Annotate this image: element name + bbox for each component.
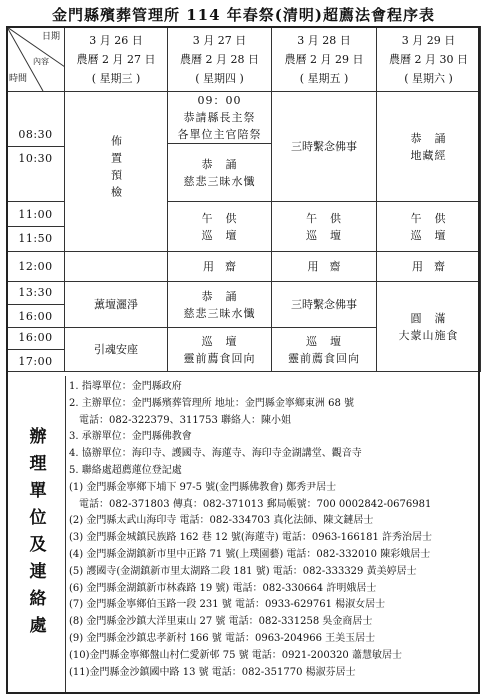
day-header-3: 3 月 28 日 農曆 2 月 29 日 ( 星期五 ) [272, 27, 377, 92]
cell-d2-ceremony: 09：00 恭請縣長主祭 各單位主官陪祭 [168, 92, 272, 144]
time-slot-meal: 12:00 [7, 252, 65, 282]
contact-line: 1. 指導單位：金門縣政府 [69, 381, 182, 392]
corner-content-label: 內容 [33, 57, 49, 66]
cell-d4-afternoon: 圓 滿 大蒙山施食 [377, 282, 481, 372]
cell-d4-offering: 午 供 巡 壇 [377, 202, 481, 252]
page-title: 金門縣殯葬管理所 114 年春祭(清明)超薦法會程序表 [52, 6, 435, 24]
cell-d3-meal: 用 齋 [272, 252, 377, 282]
contact-line: (3) 金門縣金城鎮民族路 162 巷 12 號(海蓮寺) 電話：0963-166181 許秀治居士 [69, 532, 433, 544]
cell-d4-meal: 用 齋 [377, 252, 481, 282]
cell-d3-pm2: 巡 壇 靈前薦食回向 [272, 328, 377, 372]
cell-d3-offering: 午 供 巡 壇 [272, 202, 377, 252]
cell-d1-pm2: 引魂安座 [65, 328, 168, 372]
contact-line: 電話：082-371803 傳真：082-371013 郵局帳號：700 0002842-0676981 [79, 498, 432, 510]
contact-line: (9) 金門縣金沙鎮忠孝新村 166 號 電話：0963-204966 王美玉居士 [69, 632, 376, 644]
contact-line: (1) 金門縣金寧鄉下埔下 97-5 號(金門縣佛教會) 鄭秀尹居士 [69, 481, 337, 493]
cell-d3-pm1: 三時繫念佛事 [272, 282, 377, 328]
day-header-1: 3 月 26 日 農曆 2 月 27 日 ( 星期三 ) [65, 27, 168, 92]
contact-line: (8) 金門縣金沙鎮大洋里東山 27 號 電話：082-331258 吳金商居士 [69, 616, 373, 628]
time-slot-morning: 08:30 10:30 [7, 92, 65, 202]
day-header-2: 3 月 27 日 農曆 2 月 28 日 ( 星期四 ) [168, 27, 272, 92]
cell-d1-pm1: 薰壇灑淨 [65, 282, 168, 328]
outer-border [6, 26, 480, 694]
contact-line: (10)金門縣金寧鄉盤山村仁愛新邨 75 號 電話：0921-200320 蕭慧敏居士 [69, 649, 402, 661]
contact-line: 4. 協辦單位：海印寺、護國寺、海蓮寺、海印寺金湖講堂、觀音寺 [69, 448, 362, 460]
contact-line: (7) 金門縣金寧鄉伯玉路一段 231 號 電話：0933-629761 楊淑女居士 [69, 599, 386, 611]
time-slot-evening: 16:00 17:00 [7, 328, 65, 372]
cell-d2-offering: 午 供 巡 壇 [168, 202, 272, 252]
contact-line: (4) 金門縣金湖鎮新市里中正路 71 號(上璞園藝) 電話：082-332010 陳彩娥居士 [69, 548, 431, 560]
contact-line: 電話：082-322379、311753 聯絡人：陳小姐 [79, 414, 291, 426]
cell-d1-morning: 佈置預檢 [65, 92, 168, 252]
contact-line: (2) 金門縣太武山海印寺 電話：082-334703 真化法師、陳文鏈居士 [69, 515, 374, 527]
contact-line: (6) 金門縣金湖鎮新市林森路 19 號) 電話：082-330664 許明娥居士 [69, 582, 377, 594]
contact-line: 3. 承辦單位：金門縣佛教會 [69, 431, 192, 443]
corner-time-label: 時間 [9, 74, 28, 84]
cell-d2-pm2: 巡 壇 靈前薦食回向 [168, 328, 272, 372]
contact-line: (5) 護國寺(金湖鎮新市里太湖路二段 181 號) 電話：082-333329 黃美婷居士 [69, 565, 417, 577]
day-header-4: 3 月 29 日 農曆 2 月 30 日 ( 星期六 ) [377, 27, 481, 92]
cell-d2-chant-pm: 恭 誦 慈悲三昧水懺 [168, 282, 272, 328]
contact-label: 辦理單位及連絡處 [7, 376, 66, 693]
cell-d3-morning: 三時繫念佛事 [272, 92, 377, 202]
cell-d4-morning: 恭 誦 地藏經 [377, 92, 481, 202]
contact-line: 5. 聯絡處超薦蓮位登記處 [69, 464, 182, 476]
cell-d2-chant-am: 恭 誦 慈悲三昧水懺 [168, 144, 272, 202]
time-slot-noon: 11:00 11:50 [7, 202, 65, 252]
cell-d2-meal: 用 齋 [168, 252, 272, 282]
contact-line: 2. 主辦單位：金門縣殯葬管理所 地址：金門縣金寧鄉東洲 68 號 [69, 397, 354, 409]
time-slot-afternoon: 13:30 16:00 [7, 282, 65, 328]
contact-line: (11)金門縣金沙鎮國中路 13 號 電話：082-351770 楊淑芬居士 [69, 666, 356, 678]
corner-date-label: 日期 [41, 32, 60, 42]
